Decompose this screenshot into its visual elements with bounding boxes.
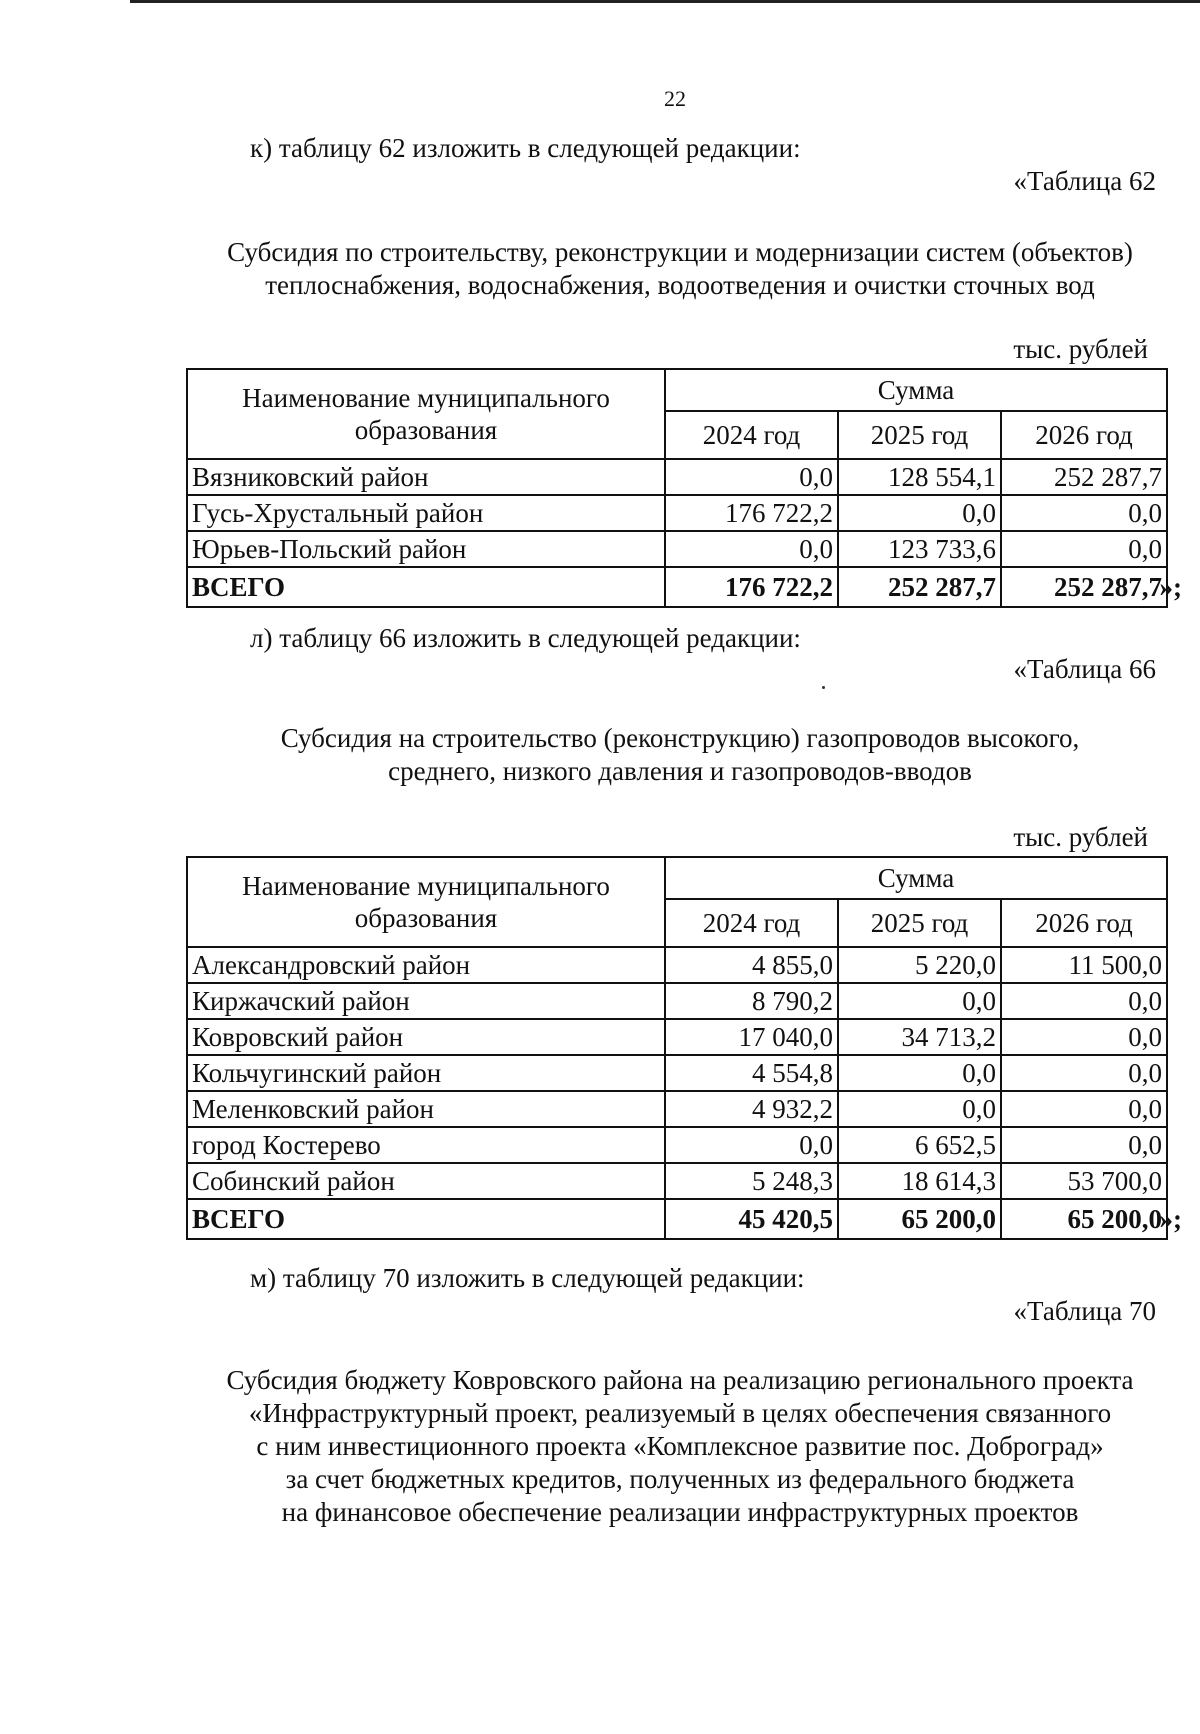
unit-label-62: тыс. рублей <box>1013 334 1148 364</box>
column-header-2026: 2026 год <box>1001 411 1167 459</box>
cell-2026: 0,0 <box>1001 983 1167 1019</box>
row-name: Меленковский район <box>187 1091 665 1127</box>
table-62-title-line-1: Субсидия по строительству, реконструкции и модернизации систем (объектов) <box>227 237 1133 267</box>
row-name: Гусь-Хрустальный район <box>187 495 665 531</box>
cell-2024: 17 040,0 <box>665 1019 838 1055</box>
cell-2025: 5 220,0 <box>838 947 1001 983</box>
table-66 <box>186 856 1183 1240</box>
cell-2025: 0,0 <box>838 495 1001 531</box>
cell-2026: 252 287,7 <box>1001 459 1167 495</box>
table-70-title-line-1: Субсидия бюджету Ковровского района на реализацию регионального проекта <box>226 1365 1134 1395</box>
table-70-title-line-5: на финансовое обеспечение реализации инфраструктурных проектов <box>281 1497 1079 1527</box>
total-2026: 65 200,0 <box>1067 1204 1163 1234</box>
row-name: город Костерево <box>187 1127 665 1163</box>
unit-label-66: тыс. рублей <box>1013 822 1148 852</box>
total-2024: 176 722,2 <box>665 567 838 607</box>
cell-2026: 0,0 <box>1001 1055 1167 1091</box>
cell-2025: 0,0 <box>838 1055 1001 1091</box>
cell-2026: 0,0 <box>1001 495 1167 531</box>
table-70-title-line-2: «Инфраструктурный проект, реализуемый в целях обеспечения связанного <box>248 1398 1112 1428</box>
table-62 <box>186 368 1183 608</box>
cell-2024: 0,0 <box>665 459 838 495</box>
total-row <box>187 567 1167 607</box>
instruction-m: м) таблицу 70 изложить в следующей редакции: <box>250 1263 805 1293</box>
total-2026: 252 287,7 <box>1054 572 1163 602</box>
total-label: ВСЕГО <box>187 567 665 607</box>
table-70-title-line-3: с ним инвестиционного проекта «Комплексное развитие пос. Доброград» <box>256 1431 1104 1461</box>
cell-2025: 18 614,3 <box>838 1163 1001 1199</box>
total-2024: 45 420,5 <box>665 1199 838 1239</box>
column-header-2025: 2025 год <box>838 411 1001 459</box>
cell-2025: 0,0 <box>838 1091 1001 1127</box>
table-label-66: «Таблица 66 <box>1013 654 1156 684</box>
row-name: Собинский район <box>187 1163 665 1199</box>
cell-2026: 0,0 <box>1001 1091 1167 1127</box>
scan-speck <box>822 686 825 689</box>
table-62-title-line-2: теплоснабжения, водоснабжения, водоотведения и очистки сточных вод <box>265 270 1095 300</box>
table-70-title <box>140 1364 1200 1529</box>
cell-2024: 4 554,8 <box>665 1055 838 1091</box>
cell-2024: 0,0 <box>665 1127 838 1163</box>
column-header-sum: Сумма <box>665 369 1167 411</box>
total-2025: 65 200,0 <box>838 1199 1001 1239</box>
cell-2025: 128 554,1 <box>838 459 1001 495</box>
table-row <box>187 1019 1167 1055</box>
table-row <box>187 459 1167 495</box>
total-2026-cell <box>1001 567 1183 607</box>
table-row <box>187 495 1167 531</box>
table-66-title-line-2: среднего, низкого давления и газопроводов-вводов <box>388 756 972 786</box>
cell-2025: 6 652,5 <box>838 1127 1001 1163</box>
cell-2026: 53 700,0 <box>1001 1163 1167 1199</box>
table-label-70: «Таблица 70 <box>1013 1296 1156 1326</box>
table-70-title-line-4: за счет бюджетных кредитов, полученных из федерального бюджета <box>285 1464 1075 1494</box>
cell-2026: 0,0 <box>1001 1019 1167 1055</box>
table-row <box>187 947 1167 983</box>
instruction-k: к) таблицу 62 изложить в следующей редакции: <box>250 133 801 163</box>
total-row <box>187 1199 1167 1239</box>
row-name: Кольчугинский район <box>187 1055 665 1091</box>
column-header-2026: 2026 год <box>1001 899 1167 947</box>
row-name: Юрьев-Польский район <box>187 531 665 567</box>
cell-2024: 4 932,2 <box>665 1091 838 1127</box>
scan-top-border <box>130 0 1200 3</box>
table-row <box>187 1091 1167 1127</box>
table-row <box>187 1055 1167 1091</box>
closing-quote: »; <box>1159 1204 1183 1234</box>
cell-2026: 0,0 <box>1001 1127 1167 1163</box>
row-name: Александровский район <box>187 947 665 983</box>
table-62-title <box>140 236 1200 302</box>
column-header-sum: Сумма <box>665 857 1167 899</box>
column-header-2024: 2024 год <box>665 411 838 459</box>
table-66-title-line-1: Субсидия на строительство (реконструкцию) газопроводов высокого, <box>280 723 1080 753</box>
table-row <box>187 531 1167 567</box>
column-header-name: Наименование муниципального образования <box>187 369 665 459</box>
cell-2025: 0,0 <box>838 983 1001 1019</box>
page-number: 22 <box>664 86 686 111</box>
table-66-title <box>140 722 1200 788</box>
table-row <box>187 1163 1167 1199</box>
cell-2025: 123 733,6 <box>838 531 1001 567</box>
total-label: ВСЕГО <box>187 1199 665 1239</box>
column-header-name: Наименование муниципального образования <box>187 857 665 947</box>
column-header-2025: 2025 год <box>838 899 1001 947</box>
total-2026-cell <box>1001 1199 1183 1239</box>
cell-2026: 0,0 <box>1001 531 1167 567</box>
cell-2024: 0,0 <box>665 531 838 567</box>
instruction-l: л) таблицу 66 изложить в следующей редакции: <box>250 623 801 653</box>
table-label-62: «Таблица 62 <box>1013 166 1156 196</box>
cell-2024: 5 248,3 <box>665 1163 838 1199</box>
cell-2024: 8 790,2 <box>665 983 838 1019</box>
table-row <box>187 1127 1167 1163</box>
row-name: Вязниковский район <box>187 459 665 495</box>
cell-2024: 176 722,2 <box>665 495 838 531</box>
column-header-2024: 2024 год <box>665 899 838 947</box>
row-name: Киржачский район <box>187 983 665 1019</box>
cell-2026: 11 500,0 <box>1001 947 1167 983</box>
cell-2024: 4 855,0 <box>665 947 838 983</box>
table-row <box>187 983 1167 1019</box>
closing-quote: »; <box>1159 572 1183 602</box>
total-2025: 252 287,7 <box>838 567 1001 607</box>
cell-2025: 34 713,2 <box>838 1019 1001 1055</box>
row-name: Ковровский район <box>187 1019 665 1055</box>
